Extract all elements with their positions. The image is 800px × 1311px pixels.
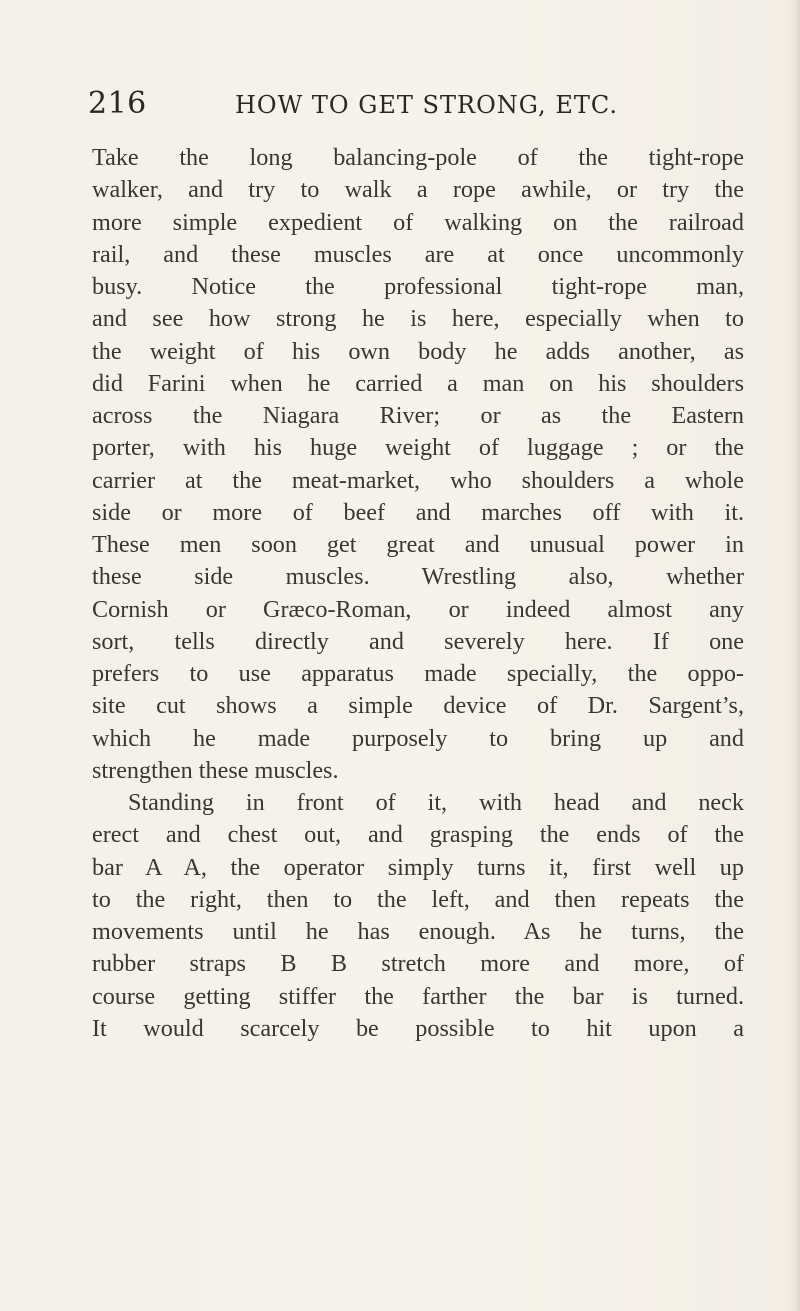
text-line: the weight of his own body he adds another, as [92, 337, 744, 365]
body-text [92, 142, 744, 1045]
text-line: which he made purposely to bring up and [92, 724, 744, 752]
text-line: side or more of beef and marches off with it. [92, 498, 744, 526]
text-line: and see how strong he is here, especially when to [92, 305, 744, 333]
text-line: busy. Notice the professional tight-rope man, [92, 273, 744, 300]
text-line: strengthen these muscles. [92, 756, 339, 784]
text-line: did Farini when he carried a man on his shoulders [92, 369, 744, 397]
text-line: Cornish or Græco-Roman, or indeed almost any [92, 595, 744, 623]
text-line: These men soon get great and unusual power in [92, 531, 744, 558]
text-line: sort, tells directly and severely here. If one [92, 627, 744, 655]
text-line: site cut shows a simple device of Dr. Sargent’s, [92, 692, 744, 720]
text-line: rubber straps B B stretch more and more, of [92, 950, 744, 978]
text-line: rail, and these muscles are at once uncommonly [92, 240, 744, 268]
page-header [88, 86, 728, 126]
text-line: Take the long balancing-pole of the tight-rope [92, 144, 744, 171]
text-line: movements until he has enough. As he turns, the [92, 918, 744, 945]
text-line: It would scarcely be possible to hit upon a [92, 1014, 744, 1042]
text-line: these side muscles. Wrestling also, whether [92, 563, 744, 591]
page-edge-shadow [786, 0, 800, 1311]
text-line: erect and chest out, and grasping the ends of the [92, 821, 744, 849]
text-line: carrier at the meat-market, who shoulders a whole [92, 466, 744, 494]
text-line: to the right, then to the left, and then repeats the [92, 885, 744, 913]
page-number: 216 [88, 86, 147, 121]
text-line: prefers to use apparatus made specially, the oppo- [92, 660, 744, 687]
text-line: course getting stiffer the farther the bar is turned. [92, 982, 744, 1010]
text-line: Standing in front of it, with head and neck [128, 789, 744, 816]
text-line: bar A A, the operator simply turns it, first well up [92, 853, 744, 881]
running-head: HOW TO GET STRONG, ETC. [235, 91, 618, 119]
text-line: more simple expedient of walking on the railroad [92, 208, 744, 236]
text-line: walker, and try to walk a rope awhile, or try the [92, 176, 744, 204]
text-line: porter, with his huge weight of luggage ; or the [92, 434, 744, 462]
text-line: across the Niagara River; or as the Eastern [92, 402, 744, 429]
